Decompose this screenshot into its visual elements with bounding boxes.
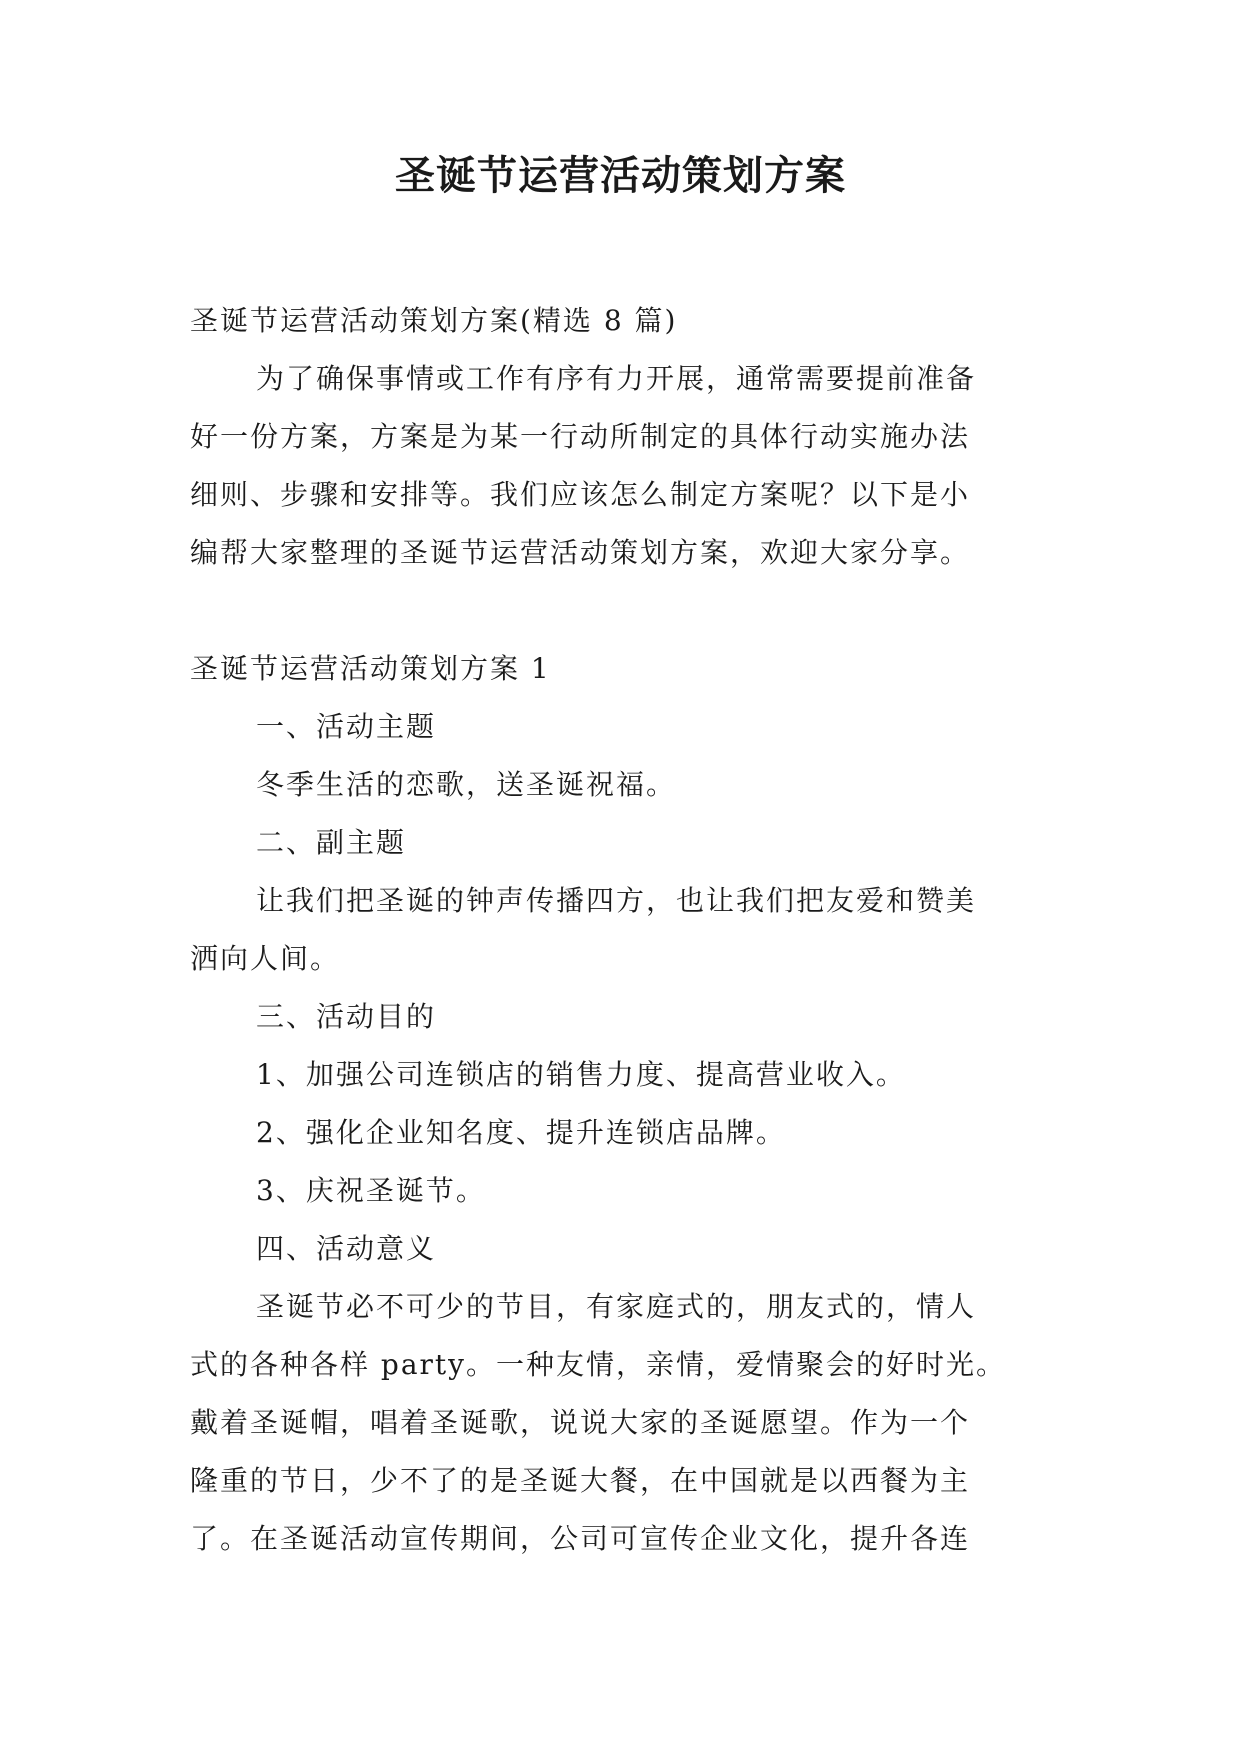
paragraph-line: 隆重的节日，少不了的是圣诞大餐，在中国就是以西餐为主 <box>190 1464 971 1497</box>
intro-line: 编帮大家整理的圣诞节运营活动策划方案，欢迎大家分享。 <box>190 536 971 569</box>
paragraph-line: 式的各种各样 party。一种友情，亲情，爱情聚会的好时光。 <box>190 1348 1006 1381</box>
paragraph-line: 洒向人间。 <box>190 942 341 975</box>
heading-sub-theme: 二、副主题 <box>256 826 407 859</box>
document-body <box>190 292 1050 1568</box>
paragraph-line: 冬季生活的恋歌，送圣诞祝福。 <box>256 768 677 801</box>
paragraph-line: 让我们把圣诞的钟声传播四方，也让我们把友爱和赞美 <box>256 884 977 917</box>
paragraph-line: 戴着圣诞帽，唱着圣诞歌，说说大家的圣诞愿望。作为一个 <box>190 1406 971 1439</box>
heading-activity-theme: 一、活动主题 <box>256 710 437 743</box>
document-title: 圣诞节运营活动策划方案 <box>395 153 846 199</box>
intro-line: 为了确保事情或工作有序有力开展，通常需要提前准备 <box>256 362 977 395</box>
list-item: 3、庆祝圣诞节。 <box>256 1174 486 1207</box>
list-item: 2、强化企业知名度、提升连锁店品牌。 <box>256 1116 786 1149</box>
list-item: 1、加强公司连锁店的销售力度、提高营业收入。 <box>256 1058 906 1091</box>
heading-activity-purpose: 三、活动目的 <box>256 1000 437 1033</box>
section-heading: 圣诞节运营活动策划方案 1 <box>190 652 551 685</box>
intro-line: 好一份方案，方案是为某一行动所制定的具体行动实施办法 <box>190 420 971 453</box>
heading-activity-significance: 四、活动意义 <box>256 1232 437 1265</box>
paragraph-line: 了。在圣诞活动宣传期间，公司可宣传企业文化，提升各连 <box>190 1522 971 1555</box>
paragraph-line: 圣诞节必不可少的节目，有家庭式的，朋友式的，情人 <box>256 1290 977 1323</box>
intro-line: 细则、步骤和安排等。我们应该怎么制定方案呢？以下是小 <box>190 478 971 511</box>
subtitle-line: 圣诞节运营活动策划方案(精选 8 篇) <box>190 304 678 337</box>
